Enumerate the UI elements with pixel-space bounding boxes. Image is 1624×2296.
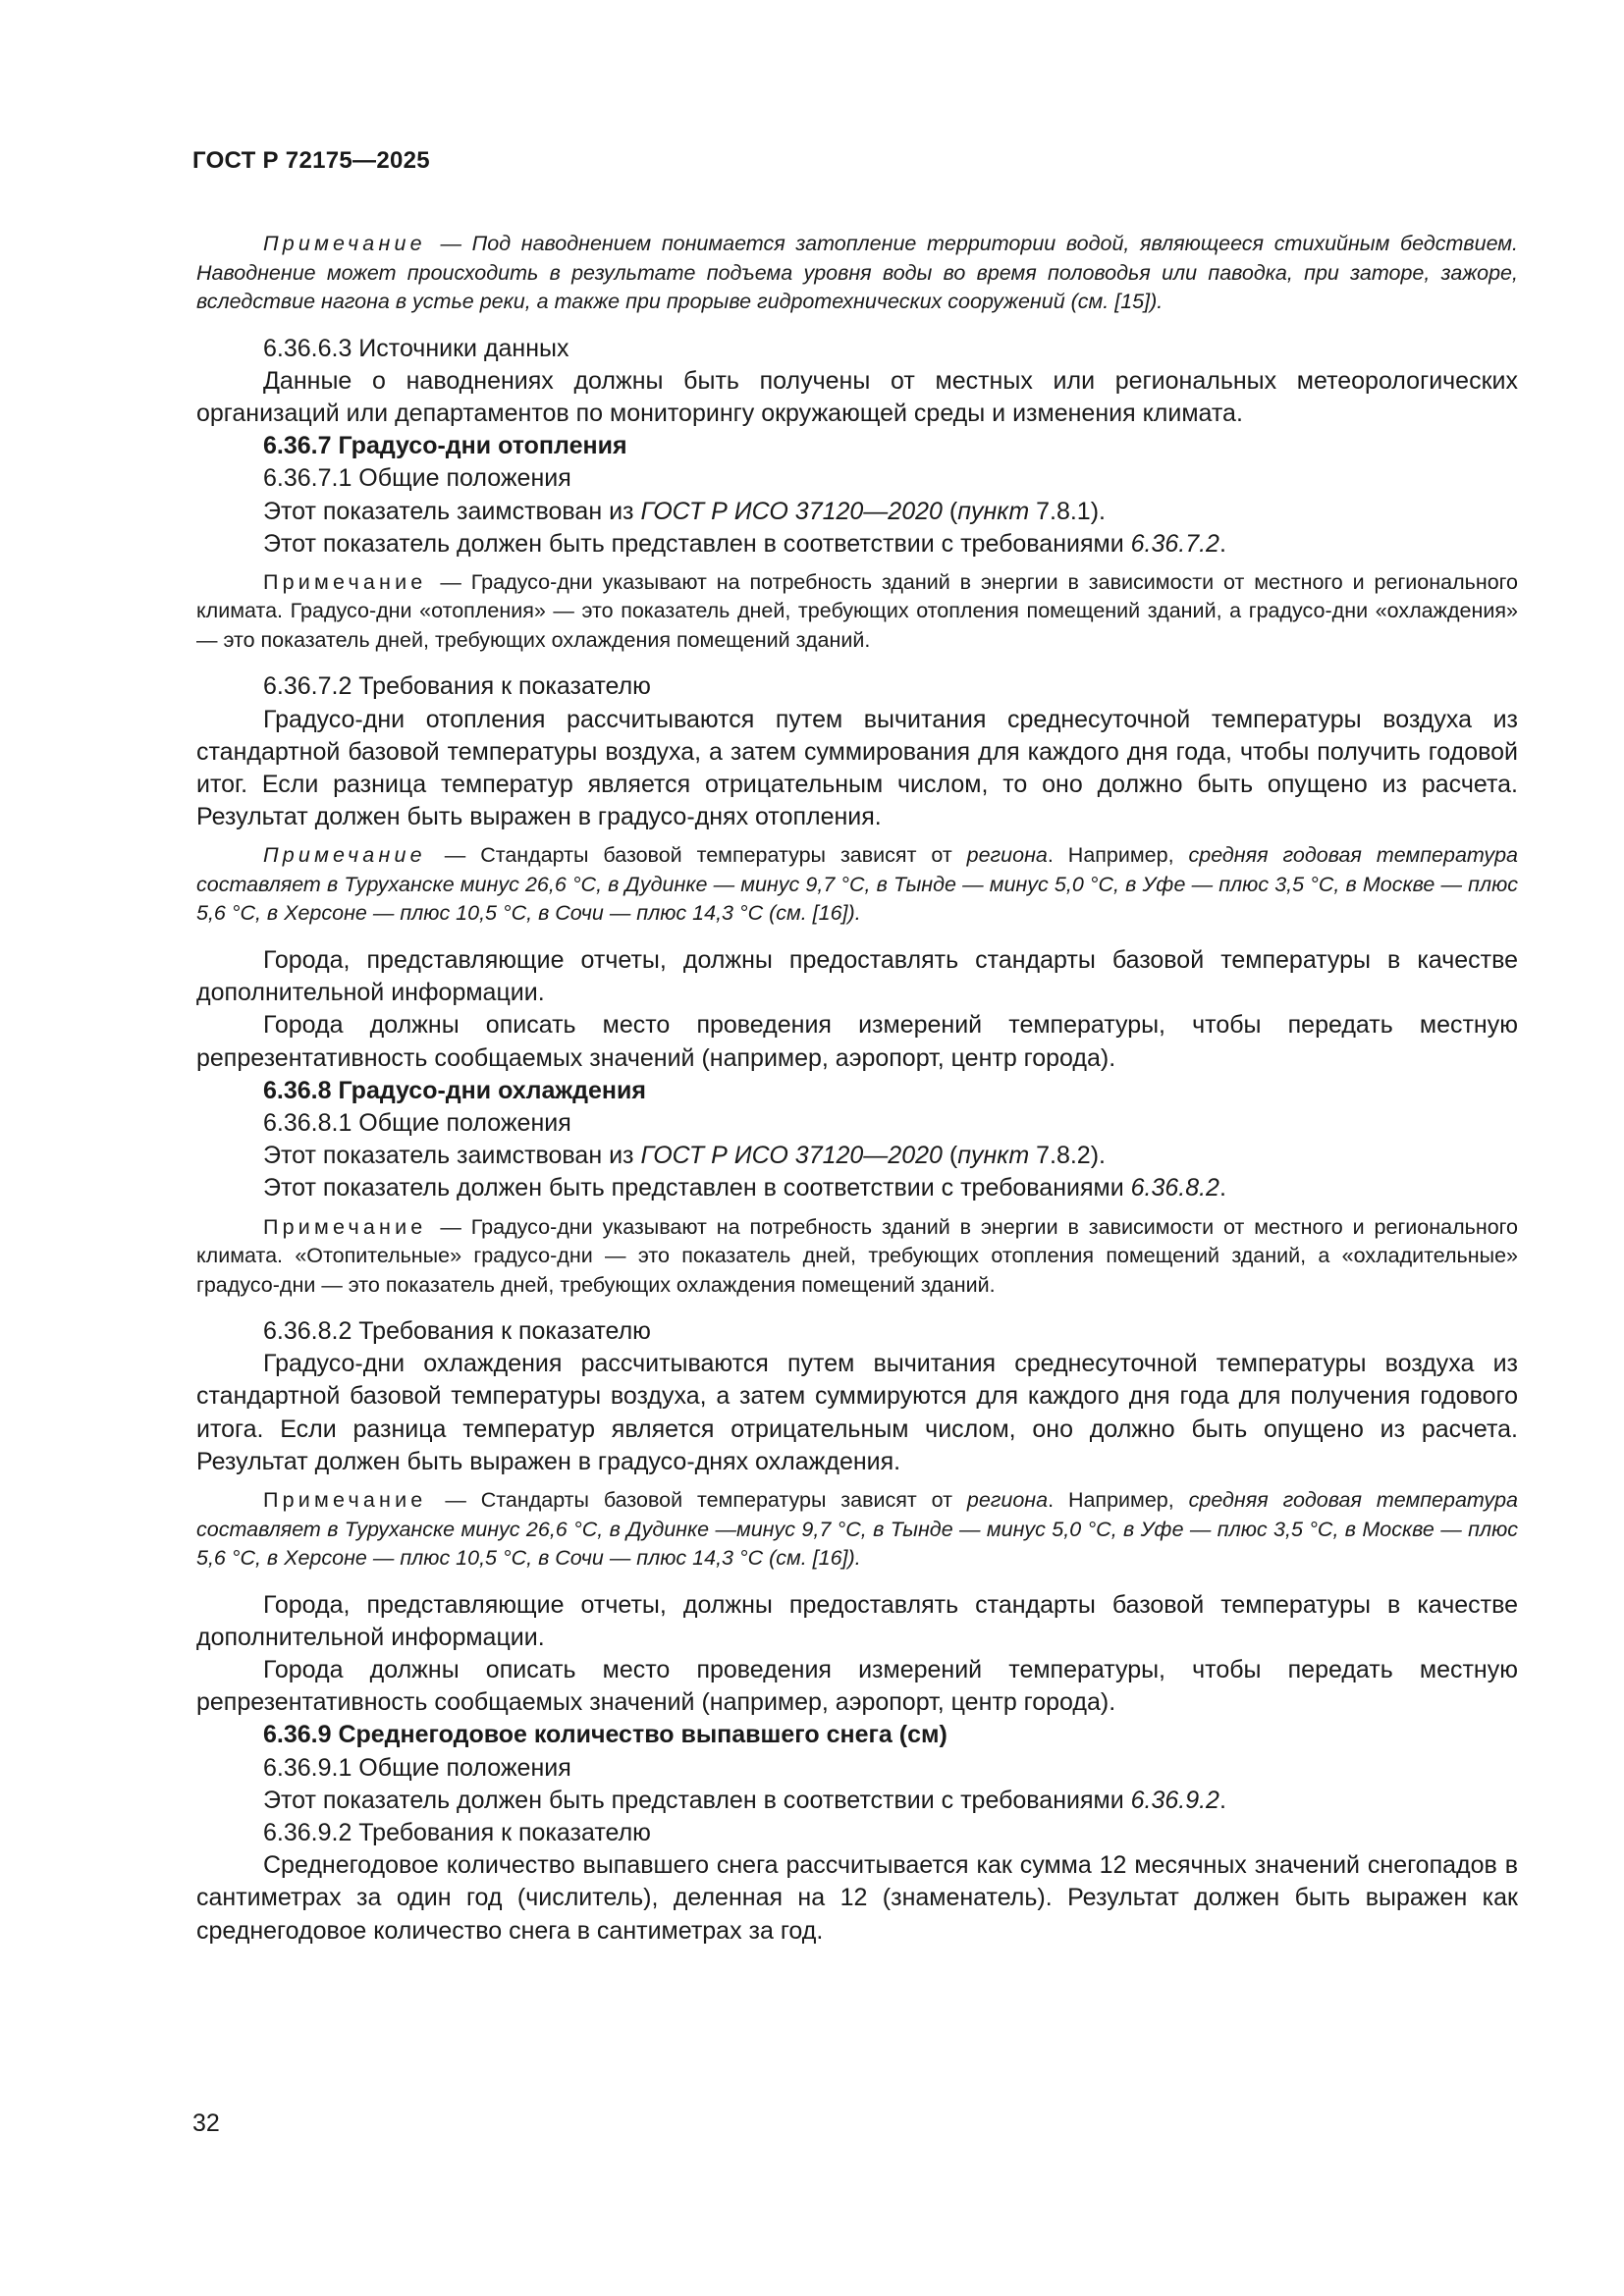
paragraph-source: Этот показатель заимствован из ГОСТ Р ИСО 37120—2020 (пункт 7.8.1). [263, 497, 1106, 525]
paragraph: Города должны описать место проведения измерений температуры, чтобы передать местную репрезентативность сообщаемых значений (например, аэропорт, центр города). [196, 1011, 1518, 1072]
note-degree-days [196, 568, 1518, 656]
note-flood [196, 230, 1518, 317]
page-content [196, 222, 1518, 1948]
section-6-36-8-1: 6.36.8.1 Общие положения [263, 1108, 571, 1137]
note-text: — Под наводнением понимается затопление территории водой, являющееся стихийным бедствием. Наводнение может происходить в результате подъема уровня воды во время половодья или паводка, при заторе, зажоре, вследствие нагона в устье реки, а также при прорыве гидротехнических сооружений (см. [15]). [196, 232, 1518, 313]
paragraph-requirement-ref: Этот показатель должен быть представлен в соответствии с требованиями 6.36.7.2. [263, 529, 1226, 558]
paragraph-source: Этот показатель заимствован из ГОСТ Р ИСО 37120—2020 (пункт 7.8.2). [263, 1142, 1106, 1170]
note-text: — Градусо-дни указывают на потребность зданий в энергии в зависимости от местного и регионального климата. «Отопительные» градусо-дни — это показатель дней, требующих отопления помещений зданий, а «охладительные» градусо-дни — это показатель дней, требующих охлаждения помещений зданий. [196, 1214, 1518, 1297]
clause-reference: 6.36.7.2 [1130, 529, 1219, 558]
paragraph: Градусо-дни охлаждения рассчитываются путем вычитания среднесуточной температуры воздуха из стандартной базовой температуры воздуха, а затем суммируются для каждого дня года для получения годового итога. Если разница температур является отрицательным числом, оно должно быть опущено из расчета. Результат должен быть выражен в градусо-днях охлаждения. [196, 1350, 1518, 1475]
paragraph: Города, представляющие отчеты, должны предоставлять стандарты базовой температуры в качестве дополнительной информации. [196, 945, 1518, 1007]
section-6-36-7-2: 6.36.7.2 Требования к показателю [263, 672, 651, 701]
standard-reference: ГОСТ Р ИСО 37120—2020 [640, 1142, 943, 1170]
note-base-temperature: Примечание — Стандарты базовой температуры зависят от региона. Например, средняя годовая температура составляет в Туруханске минус 26,6 °С, в Дудинке —минус 9,7 °С, в Тынде — минус 5,0 °С, в Уфе — плюс 3,5 °С, в Москве — плюс 5,6 °С, в Херсоне — плюс 10,5 °С, в Сочи — плюс 14,3 °С (см. [16]). [196, 1488, 1519, 1571]
note-label: Примечание [263, 1488, 427, 1513]
note-degree-days [196, 1213, 1518, 1301]
paragraph: Среднегодовое количество выпавшего снега рассчитывается как сумма 12 месячных значений снегопадов в сантиметрах за один год (числитель), деленная на 12 (знаменатель). Результат должен быть выражен как среднегодовое количество снега в сантиметрах за год. [196, 1851, 1518, 1945]
note-label: Примечание [263, 569, 427, 594]
standard-reference: ГОСТ Р ИСО 37120—2020 [640, 497, 943, 525]
note-label: Примечание [263, 232, 426, 255]
clause-reference: 6.36.8.2 [1130, 1174, 1219, 1202]
paragraph-requirement-ref: Этот показатель должен быть представлен в соответствии с требованиями 6.36.8.2. [263, 1174, 1226, 1202]
section-6-36-6-3: 6.36.6.3 Источники данных [263, 334, 569, 362]
section-6-36-9-1: 6.36.9.1 Общие положения [263, 1753, 571, 1782]
heading-6-36-9: 6.36.9 Среднегодовое количество выпавшего снега (см) [263, 1721, 947, 1749]
heading-6-36-8: 6.36.8 Градусо-дни охлаждения [263, 1076, 646, 1104]
note-text: — Градусо-дни указывают на потребность зданий в энергии в зависимости от местного и регионального климата. Градусо-дни «отопления» — это показатель дней, требующих отопления помещений зданий, а градусо-дни «охлаждения» — это показатель дней, требующих охлаждения помещений зданий. [196, 569, 1518, 652]
section-6-36-8-2: 6.36.8.2 Требования к показателю [263, 1317, 651, 1346]
paragraph-requirement-ref: Этот показатель должен быть представлен в соответствии с требованиями 6.36.9.2. [263, 1786, 1226, 1814]
paragraph: Города должны описать место проведения измерений температуры, чтобы передать местную репрезентативность сообщаемых значений (например, аэропорт, центр города). [196, 1655, 1518, 1717]
note-label: Примечание [263, 843, 426, 868]
section-6-36-9-2: 6.36.9.2 Требования к показателю [263, 1819, 651, 1846]
page-number: 32 [192, 2109, 220, 2137]
paragraph: Города, представляющие отчеты, должны предоставлять стандарты базовой температуры в качестве дополнительной информации. [196, 1590, 1518, 1651]
note-label: Примечание [263, 1214, 427, 1239]
paragraph: Градусо-дни отопления рассчитываются путем вычитания среднесуточной температуры воздуха из стандартной базовой температуры воздуха, а затем суммирования для каждого дня года, чтобы получить годовой итог. Если разница температур является отрицательным числом, то оно должно быть опущено из расчета. Результат должен быть выражен в градусо-днях отопления. [196, 705, 1518, 831]
paragraph: Данные о наводнениях должны быть получены от местных или региональных метеорологических организаций или департаментов по мониторингу окружающей среды и изменения климата. [196, 366, 1518, 427]
section-6-36-7-1: 6.36.7.1 Общие положения [263, 464, 571, 493]
note-base-temperature: Примечание — Стандарты базовой температуры зависят от региона. Например, средняя годовая температура составляет в Туруханске минус 26,6 °С, в Дудинке — минус 9,7 °С, в Тынде — минус 5,0 °С, в Уфе — плюс 3,5 °С, в Москве — плюс 5,6 °С, в Херсоне — плюс 10,5 °С, в Сочи — плюс 14,3 °С (см. [16]). [196, 843, 1519, 926]
heading-6-36-7: 6.36.7 Градусо-дни отопления [263, 432, 627, 460]
clause-reference: 6.36.9.2 [1130, 1786, 1219, 1814]
document-header: ГОСТ Р 72175—2025 [192, 147, 430, 174]
